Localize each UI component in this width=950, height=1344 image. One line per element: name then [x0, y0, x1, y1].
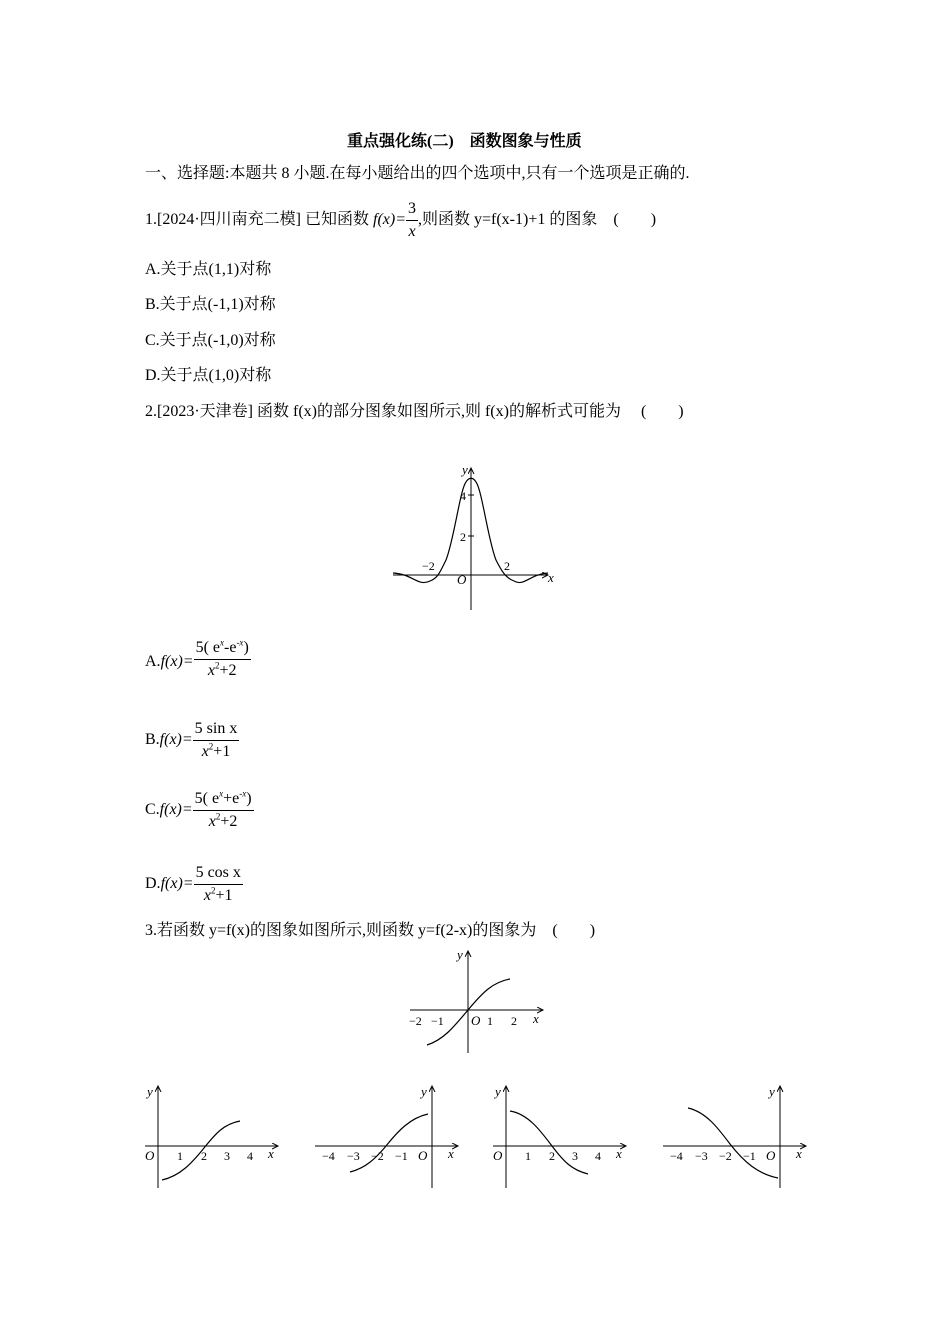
q3-d-tick-neg4: −4	[670, 1149, 683, 1163]
q3-b-y: y	[421, 1084, 427, 1099]
q2-tick-neg2: −2	[422, 559, 435, 573]
q2-option-c	[145, 788, 254, 833]
q3-d-y: y	[769, 1084, 775, 1099]
q3-d-tick-neg1: −1	[743, 1149, 756, 1163]
q3-b-o: O	[418, 1148, 428, 1163]
q3-main-tick-2: 2	[511, 1014, 517, 1028]
q3-a-o: O	[145, 1148, 155, 1163]
q3-main-graph	[405, 945, 550, 1057]
q1-option-b: B.关于点(-1,1)对称	[145, 296, 276, 313]
q1-frac-num: 3	[406, 198, 418, 221]
q1-option-c: C.关于点(-1,0)对称	[145, 332, 276, 349]
q3-d-tick-neg3: −3	[695, 1149, 708, 1163]
q2-b-fx: f(x)=	[159, 731, 193, 749]
q3-b-x: x	[448, 1146, 454, 1161]
q3-a-y: y	[147, 1084, 153, 1099]
q2-d-fx: f(x)=	[160, 875, 194, 893]
q3-choice-c-graph	[488, 1078, 633, 1193]
q3-c-tick2: 2	[549, 1149, 555, 1163]
q2-c-num: 5( $e^x+e^{-x}$)	[193, 788, 254, 811]
q1-prefix: 1.[2024·四川南充二模] 已知函数	[145, 211, 373, 229]
q3-d-o: O	[766, 1148, 776, 1163]
q3-c-tick3: 3	[572, 1149, 578, 1163]
q2-origin-label: O	[457, 572, 467, 587]
q3-c-y: y	[495, 1084, 501, 1099]
q3-choice-d-curve	[688, 1108, 778, 1178]
section-heading: 一、选择题:本题共 8 小题.在每小题给出的四个选项中,只有一个选项是正确的.	[145, 165, 690, 182]
q3-c-tick1: 1	[525, 1149, 531, 1163]
q2-option-d	[145, 862, 243, 907]
q3-a-x: x	[268, 1146, 274, 1161]
q1-fx: f(x)=	[373, 211, 406, 229]
q3-d-x: x	[796, 1146, 802, 1161]
q2-a-letter: A.	[145, 653, 161, 671]
q2-a-fx: f(x)=	[160, 653, 194, 671]
q3-main-tick-1: 1	[487, 1014, 493, 1028]
q3-b-tick-neg4: −4	[322, 1149, 335, 1163]
q1-option-d: D.关于点(1,0)对称	[145, 367, 272, 384]
q2-b-fraction	[193, 718, 240, 763]
q3-b-tick-neg3: −3	[347, 1149, 360, 1163]
q2-a-num: 5( $e^x-e^{-x}$)	[194, 637, 251, 660]
q3-stem-text: 3.若函数 y=f(x)的图象如图所示,则函数 y=f(2-x)的图象为	[145, 922, 537, 939]
q2-x-label: x	[548, 570, 554, 585]
q3-main-y-label: y	[457, 947, 463, 962]
q3-choice-d-graph	[658, 1078, 813, 1193]
q2-tick-x2: 2	[504, 559, 510, 573]
q2-b-den: $x^2+1$	[201, 741, 231, 760]
question-2-stem	[145, 402, 684, 422]
q2-d-den: $x^2+1$	[203, 885, 233, 904]
q3-a-tick2: 2	[201, 1149, 207, 1163]
q3-choice-c-curve	[510, 1111, 588, 1174]
q2-graph	[388, 460, 563, 615]
q2-b-num: 5 sin x	[193, 718, 240, 741]
q2-stem-text: 2.[2023·天津卷] 函数 f(x)的部分图象如图所示,则 f(x)的解析式可能为	[145, 403, 621, 420]
q2-y-label: y	[462, 462, 468, 477]
page-title: 重点强化练(二) 函数图象与性质	[347, 133, 582, 150]
q3-a-tick3: 3	[224, 1149, 230, 1163]
q3-answer-blank: ( )	[552, 922, 596, 939]
q1-answer-blank: ( )	[613, 211, 657, 229]
q2-tick-4: 4	[460, 489, 466, 503]
q2-c-den: $x^2+2$	[208, 811, 238, 830]
q2-b-letter: B.	[145, 731, 160, 749]
question-3-stem	[145, 921, 595, 941]
question-1-stem	[145, 198, 656, 243]
q3-choice-b-graph	[310, 1078, 465, 1193]
q3-b-tick-neg1: −1	[395, 1149, 408, 1163]
q2-d-fraction	[194, 862, 243, 907]
q2-a-den: $x^2+2$	[207, 660, 237, 679]
q2-d-letter: D.	[145, 875, 161, 893]
q3-b-tick-neg2: −2	[371, 1149, 384, 1163]
q3-a-tick4: 4	[247, 1149, 253, 1163]
q3-choice-b-curve	[350, 1114, 428, 1172]
q2-d-num: 5 cos x	[194, 862, 243, 885]
q3-c-o: O	[493, 1148, 503, 1163]
q2-c-fraction	[193, 788, 254, 833]
q2-c-fx: f(x)=	[159, 801, 193, 819]
q2-option-a	[145, 637, 251, 682]
q1-suffix: ,则函数 y=f(x-1)+1 的图象	[418, 211, 598, 229]
q1-fraction	[406, 198, 418, 243]
q3-main-x-label: x	[533, 1011, 539, 1026]
q3-main-tick-neg1: −1	[431, 1014, 444, 1028]
q2-option-b	[145, 718, 239, 763]
q1-frac-den: x	[408, 223, 416, 240]
q3-c-x: x	[616, 1146, 622, 1161]
q3-main-tick-neg2: −2	[409, 1014, 422, 1028]
q2-answer-blank: ( )	[640, 403, 684, 420]
q2-c-letter: C.	[145, 801, 160, 819]
q3-choice-a-graph	[140, 1078, 285, 1193]
q3-d-tick-neg2: −2	[719, 1149, 732, 1163]
q3-c-tick4: 4	[595, 1149, 601, 1163]
q2-tick-2: 2	[460, 530, 466, 544]
q2-a-fraction	[194, 637, 251, 682]
q3-a-tick1: 1	[177, 1149, 183, 1163]
q3-main-origin: O	[471, 1013, 481, 1028]
q1-option-a: A.关于点(1,1)对称	[145, 261, 272, 278]
